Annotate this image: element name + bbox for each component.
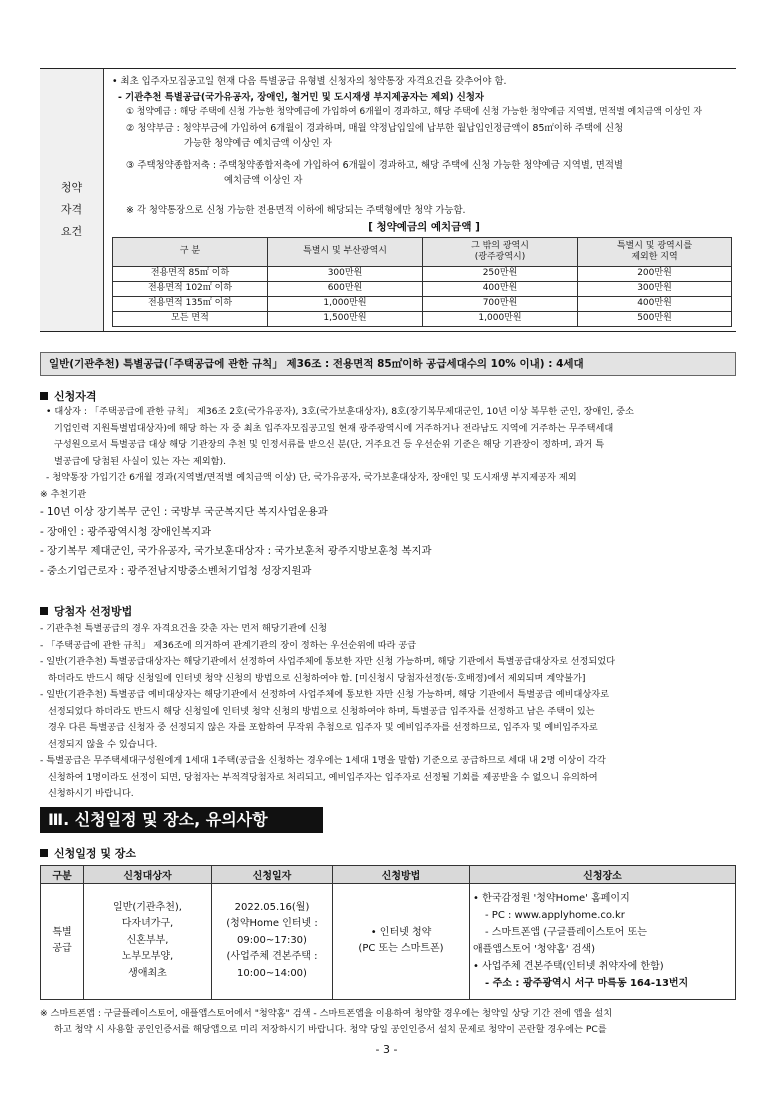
eligibility-line: 가능한 청약예금 예치금액 이상인 자 [184,138,332,149]
qualification-line: - 청약통장 가입기간 6개월 경과(지역별/면적별 예치금액 이상) 단, 국가유공자, 국가보훈대상자, 장애인 및 도시재생 부지제공자 제외 [46,472,577,483]
eligibility-body [104,69,736,331]
selection-line: 신청하시기 바랍니다. [48,788,134,799]
selection-line: 선정되었다 하더라도 반드시 해당 신청일에 인터넷 청약 신청의 방법으로 신청하여야 하며, 특별공급 입주자를 선정하고 남은 주택이 있는 [48,705,595,717]
selection-line: - 기관추천 특별공급의 경우 자격요건을 갖춘 자는 먼저 해당기관에 신청 [40,623,327,634]
square-bullet-icon [40,392,48,400]
eligibility-line: ① 청약예금 : 해당 주택에 신청 가능한 청약예금에 가입하여 6개월이 경과하고, 해당 주택에 신청 가능한 청약예금 지역별, 면적별 예치금액 이상인 자 [126,107,702,117]
eligibility-line: 예치금액 이상인 자 [224,175,303,186]
table-row [41,883,736,999]
deposit-header: 그 밖의 광역시 (광주광역시) [423,237,578,266]
schedule-method: • 인터넷 청약 (PC 또는 스마트폰) [333,883,470,999]
schedule-header: 신청장소 [470,865,736,883]
schedule-header: 신청대상자 [84,865,212,883]
deposit-header: 특별시 및 광역시를 제외한 지역 [578,237,732,266]
eligibility-line: - 기관추천 특별공급(국가유공자, 장애인, 철거민 및 도시재생 부지제공자는 제외) 신청자 [118,91,484,103]
agency-item: - 장기복무 제대군인, 국가유공자, 국가보훈대상자 : 국가보훈처 광주지방보훈청 복지과 [40,545,432,557]
schedule-header: 신청방법 [333,865,470,883]
schedule-kind: 특별 공급 [41,883,84,999]
footnote-line: ※ 스마트폰앱 : 구글플레이스토어, 애플앱스토어에서 "청약홈" 검색 - 스마트폰앱을 이용하여 청약할 경우에는 청약일 상당 기간 전에 앱을 설치 [40,1007,613,1019]
qualification-line: ※ 추천기관 [40,488,87,500]
qualification-line: 기업인력 지원특별법대상자)에 해당 하는 자 중 최초 입주자모집공고일 현재 광주광역시에 거주하거나 전라남도 지역에 거주하는 무주택세대 [54,422,614,434]
selection-line: 하더라도 반드시 해당 신청일에 인터넷 청약 신청의 방법으로 신청하여야 함. [미신청시 당첨자선정(동·호배정)에서 제외되며 계약불가] [48,672,586,684]
table-row: 전용면적 135㎡ 이하 1,000만원 700만원 400만원 [113,296,732,311]
selection-heading: 당첨자 선정방법 [40,603,736,619]
footnote-line: 하고 청약 시 사용할 공인인증서를 해당앱으로 미리 저장하시기 바랍니다. 청약 당일 공인인증서 설치 문제로 청약이 곤란할 경우에는 PC를 [54,1024,607,1035]
eligibility-line: ③ 주택청약종합저축 : 주택청약종합저축에 가입하여 6개월이 경과하고, 해당 주택에 신청 가능한 청약예금 지역별, 면적별 [126,159,623,171]
square-bullet-icon [40,849,48,857]
agency-item: - 장애인 : 광주광역시청 장애인복지과 [40,525,212,538]
selection-line: - 일반(기관추천) 특별공급대상자는 해당기관에서 선정하여 사업주체에 통보한 자만 신청 가능하며, 해당 기관에서 특별공급대상자로 선정되었다 [40,656,616,667]
qualification-line: 별공급에 당첨된 사실이 있는 자는 제외함). [54,455,226,467]
deposit-table [112,237,732,327]
page-number: - 3 - [375,1043,398,1056]
schedule-table [40,865,736,1000]
table-row: 전용면적 85㎡ 이하 300만원 250만원 200만원 [113,266,732,281]
deposit-header: 구 분 [113,237,268,266]
section-bar-title: 일반(기관추천) 특별공급(「주택공급에 관한 규칙」 제36조 : 전용면적 85㎡이하 공급세대수의 10% 이내) : 4세대 [40,352,736,376]
eligibility-line: • 최초 입주자모집공고일 현재 다음 특별공급 유형별 신청자의 청약통장 자격요건을 갖추어야 함. [112,76,507,87]
section-title: Ⅲ. 신청일정 및 장소, 유의사항 [40,807,323,833]
agency-item: - 중소기업근로자 : 광주전남지방중소벤처기업청 성장지원과 [40,564,312,577]
selection-line: - 특별공급은 무주택세대구성원에게 1세대 1주택(공급을 신청하는 경우에는 1세대 1명을 말함) 기준으로 공급하므로 세대 내 2명 이상이 각각 [40,755,606,766]
selection-line: - 일반(기관추천) 특별공급 예비대상자는 해당기관에서 선정하여 사업주체에 통보한 자만 신청 가능하며, 해당 기관에서 특별공급 예비대상자로 [40,689,610,700]
eligibility-line: ② 청약부금 : 청약부금에 가입하여 6개월이 경과하며, 매월 약정납입일에 납부한 월납입인정금액이 85㎡이하 주택에 신청 [126,122,624,134]
deposit-header: 특별시 및 부산광역시 [268,237,423,266]
eligibility-label: 청약 자격 요건 [40,69,104,331]
selection-line: 경우 다른 특별공급 신청자 중 선정되지 않은 자를 포함하여 무작위 추첨으로 입주자 및 예비입주자를 선정하므로, 입주자 및 예비입주자로 [48,722,598,733]
square-bullet-icon [40,607,48,615]
agency-item: - 10년 이상 장기복무 군인 : 국방부 국군복지단 복지사업운용과 [40,506,328,518]
schedule-dates: 2022.05.16(월) (청약Home 인터넷 : 09:00~17:30) (사업주체 견본주택 : 10:00~14:00) [212,883,333,999]
schedule-heading: 신청일정 및 장소 [40,845,736,861]
qualification-line: 구성원으로서 특별공급 대상 해당 기관장의 추천 및 인정서류를 받으신 분(단, 거주요건 등 우선순위 기준은 해당 기관장이 정하며, 과거 특 [54,439,605,450]
selection-line: 신청하여 1명이라도 선정이 되면, 당첨자는 부적격당첨자로 처리되고, 예비입주자는 입주자로 선정될 기회를 제공받을 수 없으니 유의하여 [48,771,598,783]
table-row: 전용면적 102㎡ 이하 600만원 400만원 300만원 [113,281,732,296]
qualification-heading: 신청자격 [40,388,736,404]
selection-line: 선정되지 않을 수 있습니다. [48,738,158,750]
table-row: 모든 면적 1,500만원 1,000만원 500만원 [113,311,732,326]
schedule-places: • 한국감정원 '청약Home' 홈페이지 - PC : www.applyhome.co.kr - 스마트폰앱 (구글플레이스토어 또는 애플앱스토어 '청약홈' 검색) • 사업주체 견본주택(인터넷 취약자에 한함) - 주소 : 광주광역시 서구 마륵동 164-13번지 [470,883,736,999]
schedule-targets: 일반(기관추천), 다자녀가구, 신혼부부, 노부모부양, 생애최초 [84,883,212,999]
eligibility-line: ※ 각 청약통장으로 신청 가능한 전용면적 이하에 해당되는 주택형에만 청약 가능함. [126,204,466,216]
schedule-header: 신청일자 [212,865,333,883]
schedule-header: 구분 [41,865,84,883]
eligibility-section [40,68,736,332]
qualification-line: • 대상자 : 「주택공급에 관한 규칙」 제36조 2호(국가유공자), 3호(국가보훈대상자), 8호(장기복무제대군인, 10년 이상 복무한 군인, 장애인, 중소 [46,406,634,417]
deposit-table-title: [ 청약예금의 예치금액 ] [368,221,480,233]
document-page [40,68,736,1039]
selection-line: - 「주택공급에 관한 규칙」 제36조에 의거하여 관계기관의 장이 정하는 우선순위에 따라 공급 [40,639,417,651]
